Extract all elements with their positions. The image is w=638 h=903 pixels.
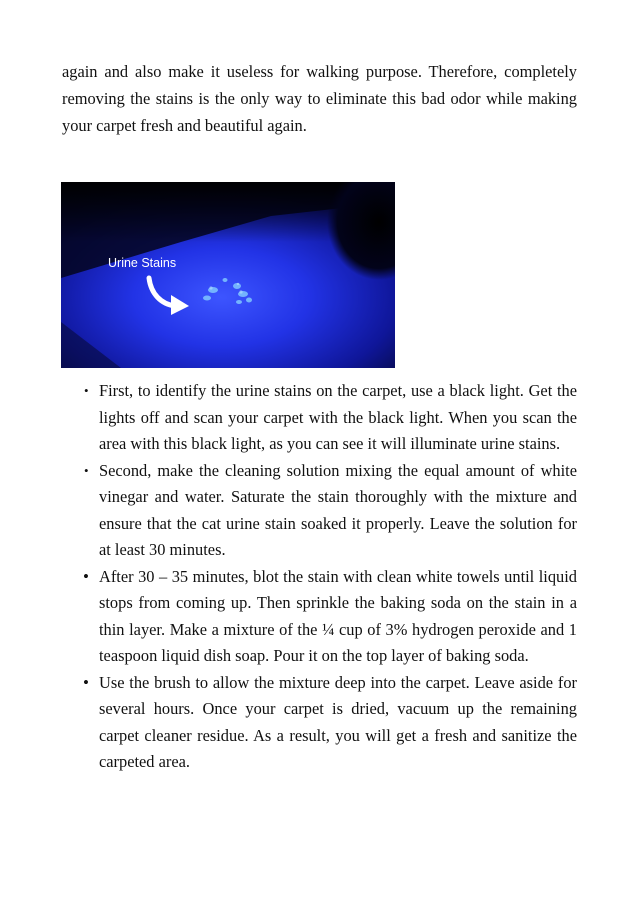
bullet-icon: • xyxy=(83,672,89,692)
list-item xyxy=(0,670,577,776)
step-text: First, to identify the urine stains on the carpet, use a black light. Get the lights off and scan your carpet with the black light. When you scan the area with this black light, as you can see it will illuminate urine stains. xyxy=(99,381,577,453)
bullet-icon: • xyxy=(84,383,89,398)
list-item xyxy=(0,378,577,458)
carpet-glow-image xyxy=(61,182,395,368)
bullet-icon: • xyxy=(83,566,89,586)
black-light-photo xyxy=(61,182,395,368)
step-text: After 30 – 35 minutes, blot the stain with clean white towels until liquid stops from coming up. Then sprinkle the baking soda on the stain in a thin layer. Make a mixture of the ¼ cup of 3% hydrogen peroxide and 1 teaspoon liquid dish soap. Pour it on the top layer of baking soda. xyxy=(99,566,577,665)
intro-paragraph: again and also make it useless for walking purpose. Therefore, completely removing the stains is the only way to eliminate this bad odor while making your carpet fresh and beautiful again. xyxy=(62,62,577,135)
step-text: Second, make the cleaning solution mixing the equal amount of white vinegar and water. Saturate the stain thoroughly with the mixture and ensure that the cat urine stain soaked it properly. Leave the solution for at least 30 minutes. xyxy=(99,460,577,559)
list-item xyxy=(0,458,577,564)
urine-stains-label: Urine Stains xyxy=(108,256,177,270)
cleaning-steps-list xyxy=(0,378,577,776)
list-item xyxy=(0,564,577,670)
step-text: Use the brush to allow the mixture deep into the carpet. Leave aside for several hours. Once your carpet is dried, vacuum up the remaining carpet cleaner residue. As a result, you will get a fresh and sanitize the carpeted area. xyxy=(99,672,577,771)
bullet-icon: • xyxy=(84,462,89,478)
